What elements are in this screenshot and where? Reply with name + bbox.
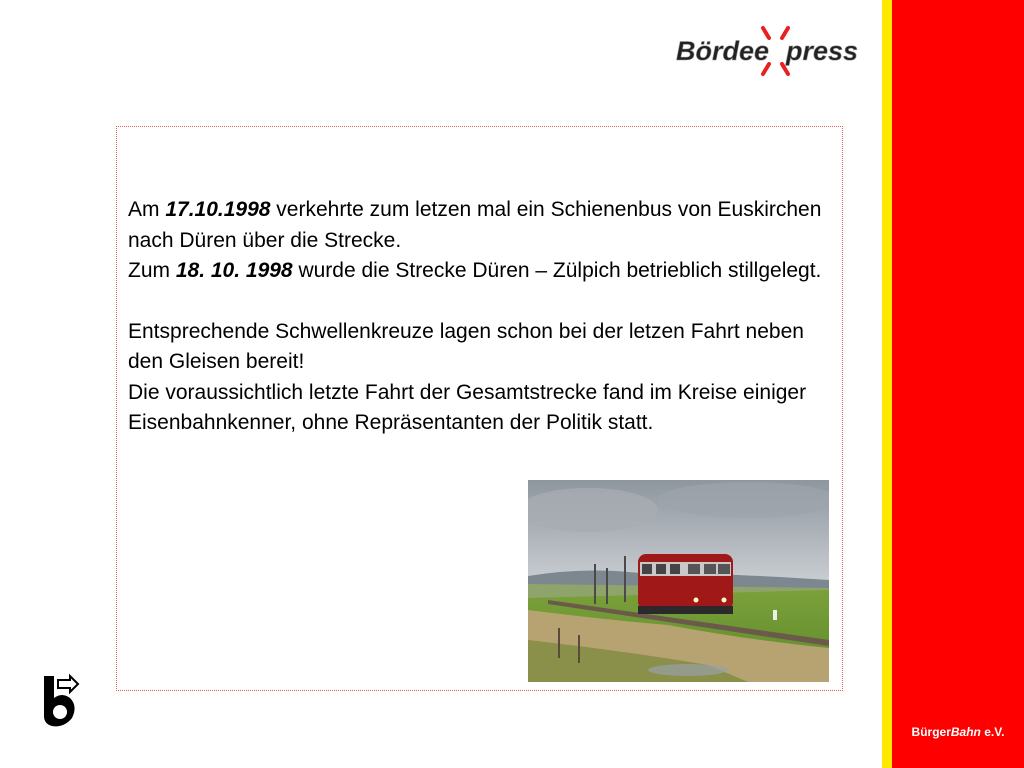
main-text bbox=[128, 195, 828, 439]
red-side-band bbox=[892, 0, 1024, 768]
railbus bbox=[638, 554, 733, 614]
paragraph-4: Die voraussichtlich letzte Fahrt der Gesamtstrecke fand im Kreise einiger Eisenbahnkenner, ohne Repräsentanten der Politik statt. bbox=[128, 380, 807, 434]
date-2: 18. 10. 1998 bbox=[175, 259, 293, 282]
arrow-icon bbox=[58, 676, 78, 692]
logo-text-left: Bördee bbox=[676, 36, 770, 66]
buergerbahn-footer-label: BürgerBahn e.V. bbox=[911, 725, 1005, 739]
railbus-photo bbox=[528, 480, 829, 682]
paragraph-2: Zum 18. 10. 1998 wurde die Strecke Düren – Zülpich betrieblich stillgelegt. bbox=[128, 259, 822, 282]
buergerbahn-b-logo bbox=[40, 672, 80, 728]
paragraph-1: Am 17.10.1998 verkehrte zum letzen mal ein Schienenbus von Euskirchen nach Düren über die Strecke. bbox=[128, 198, 822, 252]
yellow-stripe bbox=[882, 0, 892, 768]
date-1: 17.10.1998 bbox=[165, 198, 271, 221]
logo-text-right: press bbox=[786, 36, 859, 66]
paragraph-3: Entsprechende Schwellenkreuze lagen schon bei der letzen Fahrt neben den Gleisen bereit! bbox=[128, 319, 804, 373]
boerdee-express-logo bbox=[668, 22, 878, 82]
